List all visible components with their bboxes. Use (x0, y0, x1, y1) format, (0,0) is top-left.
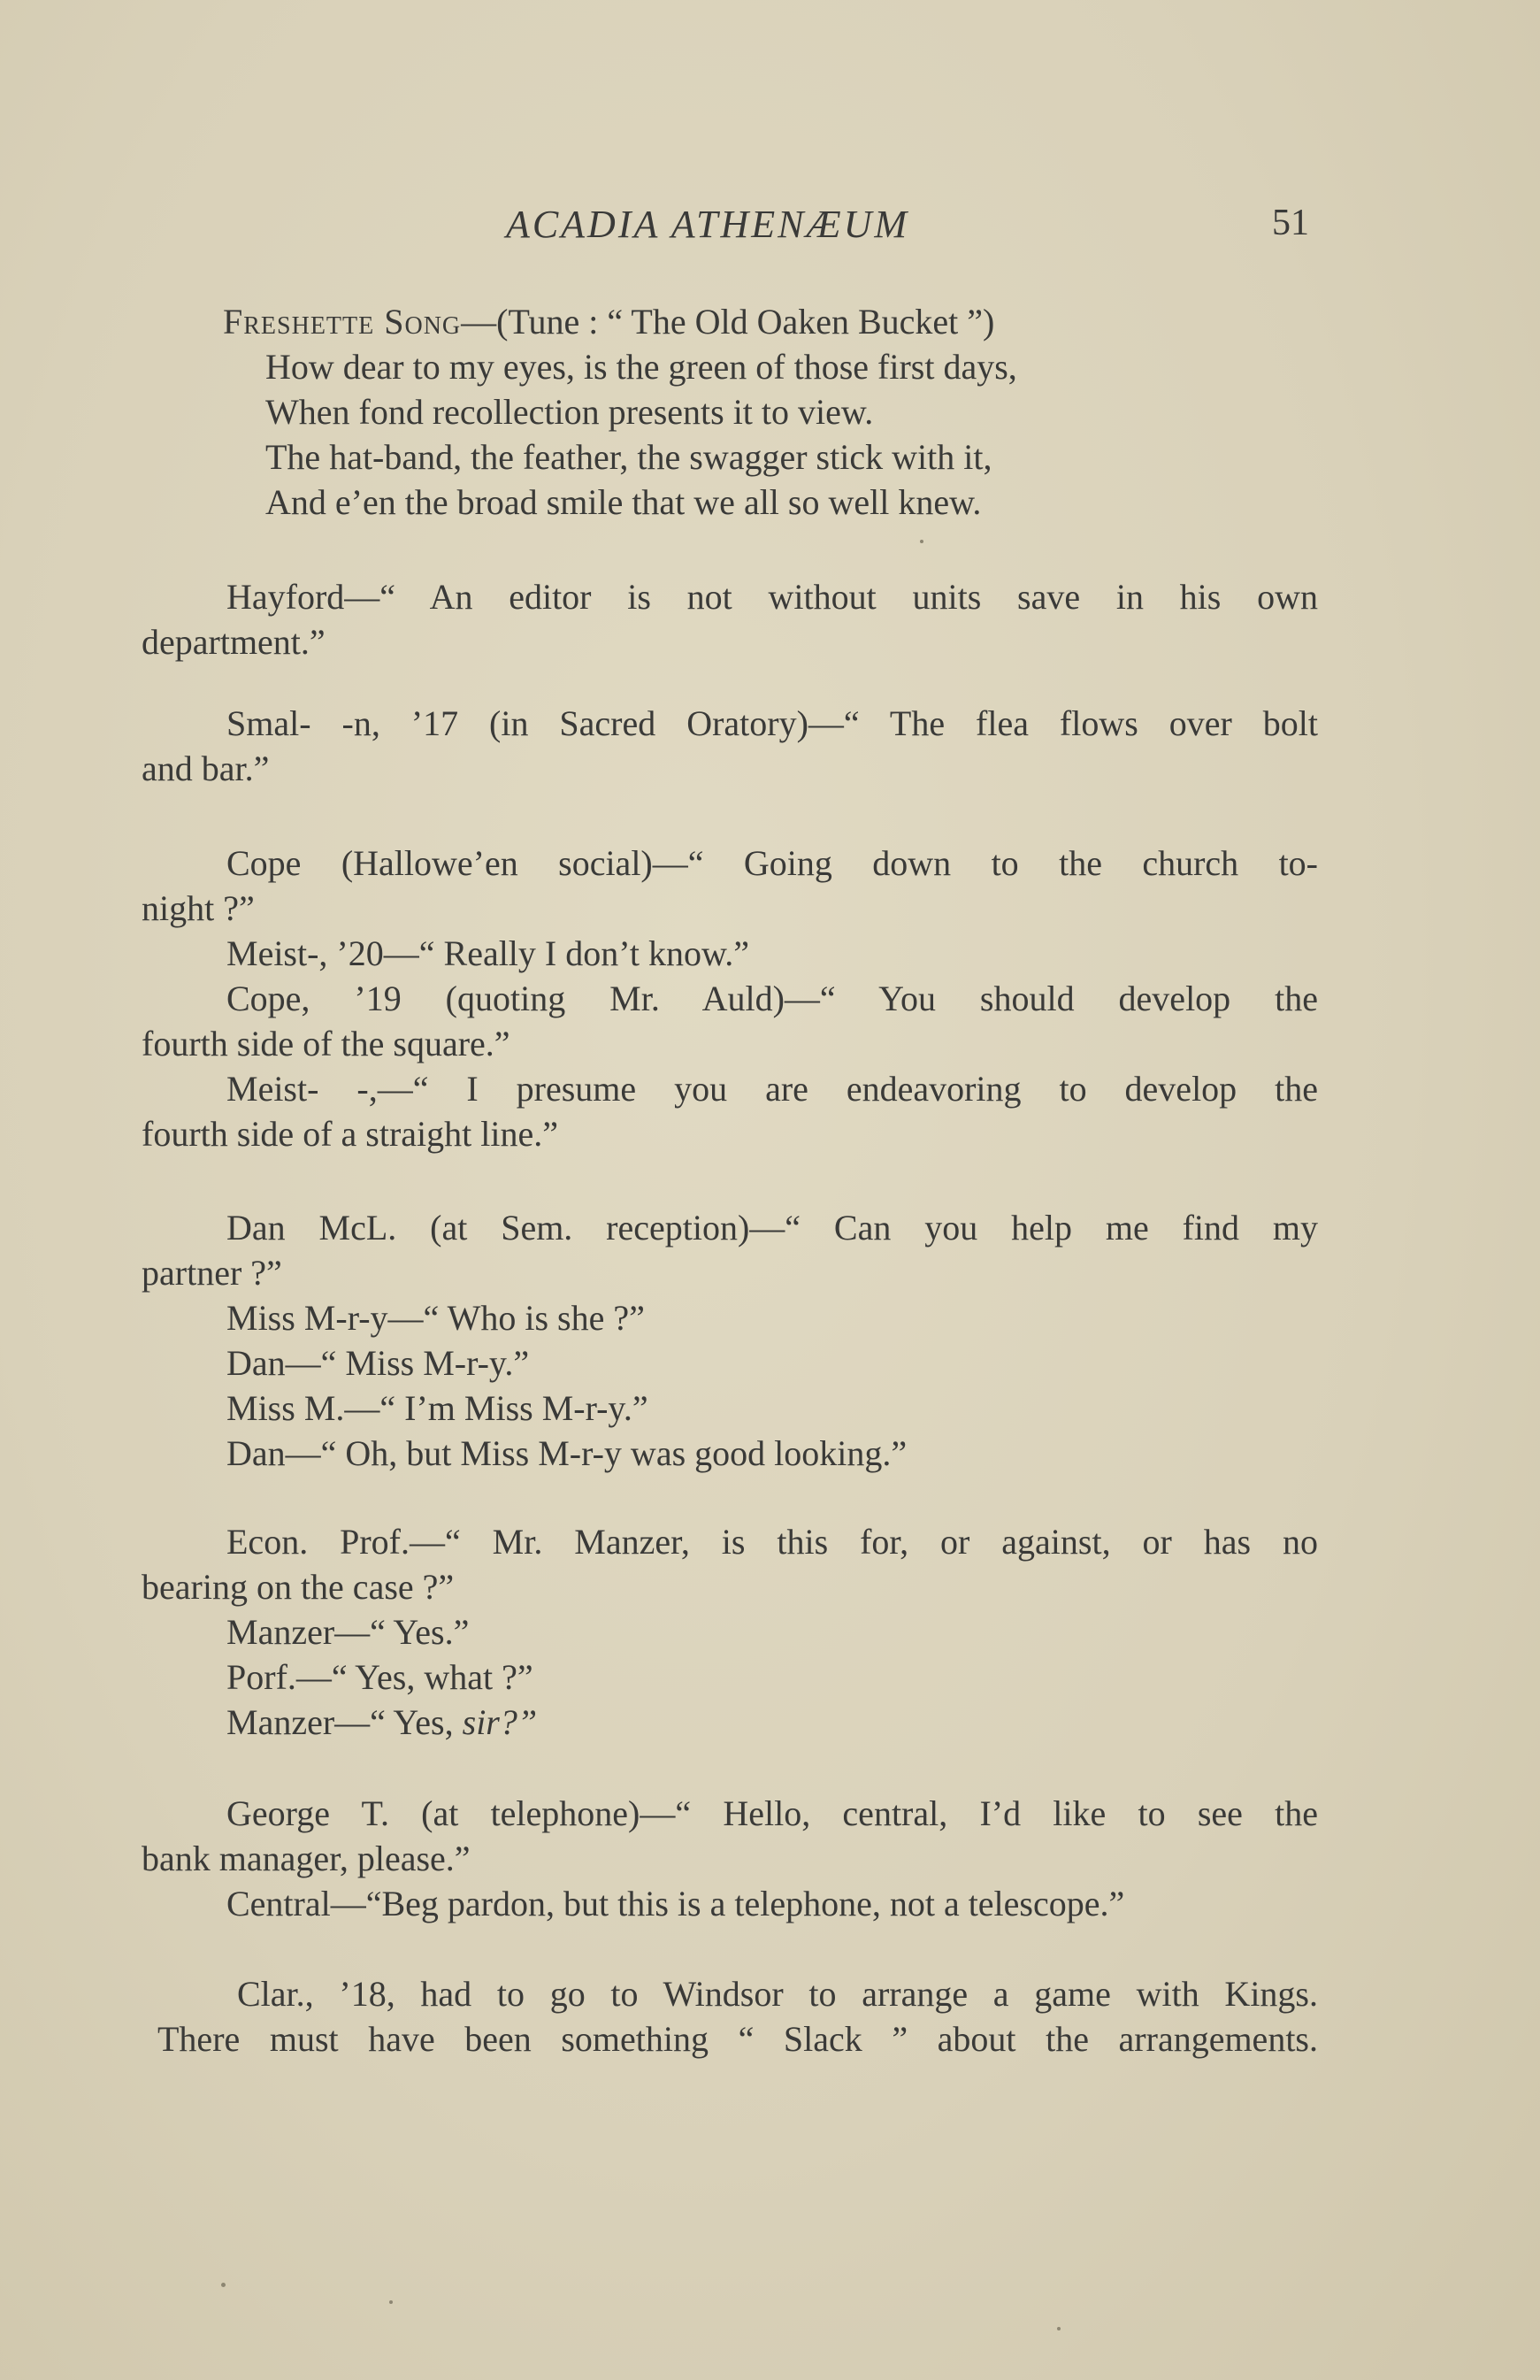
paragraph-cope-meist (142, 841, 1318, 1156)
paper-speck (221, 2283, 226, 2287)
song-title: Freshette Song (223, 302, 462, 342)
text-line: Central—“Beg pardon, but this is a telephone, not a telescope.” (226, 1884, 1125, 1923)
text-line: Cope (Hallowe’en social)—“ Going down to the church to- (226, 843, 1318, 883)
paragraph-clar (142, 1971, 1318, 2061)
text-span: Manzer—“ Yes, (226, 1702, 454, 1742)
text-line: Hayford—“ An editor is not without units save in his own (226, 577, 1318, 617)
text-line: night ?” (142, 888, 255, 928)
text-line: Smal- -n, ’17 (in Sacred Oratory)—“ The flea flows over bolt (226, 703, 1318, 743)
text-line: Cope, ’19 (quoting Mr. Auld)—“ You should develop the (226, 979, 1318, 1018)
text-line: department.” (142, 622, 326, 662)
page-number: 51 (1272, 203, 1309, 243)
song-line: And e’en the broad smile that we all so well knew. (265, 482, 982, 522)
text-line: bank manager, please.” (142, 1839, 471, 1878)
italic-sir: sir?” (453, 1702, 538, 1742)
text-line: Meist-, ’20—“ Really I don’t know.” (226, 933, 749, 973)
text-line: Clar., ’18, had to go to Windsor to arrange a game with Kings. (237, 1974, 1318, 2014)
paragraph-econ-prof (142, 1519, 1318, 1745)
song-line: The hat-band, the feather, the swagger stick with it, (265, 437, 992, 477)
running-header-title: ACADIA ATHENÆUM (505, 203, 910, 246)
paper-speck (920, 540, 923, 543)
paragraph-george-t (142, 1791, 1318, 1926)
song-line: How dear to my eyes, is the green of those first days, (265, 347, 1017, 387)
text-line: Dan—“ Oh, but Miss M-r-y was good looking.” (226, 1433, 908, 1473)
song-line: When fond recollection presents it to view. (265, 392, 874, 432)
song-tune: —(Tune : “ The Old Oaken Bucket ”) (461, 302, 995, 342)
paper-speck (389, 2300, 393, 2304)
text-line: partner ?” (142, 1253, 282, 1293)
text-line: and bar.” (142, 749, 270, 788)
text-line: fourth side of the square.” (142, 1024, 510, 1063)
paragraph-dan-mcl (142, 1205, 1318, 1476)
text-line: Econ. Prof.—“ Mr. Manzer, is this for, or against, or has no (226, 1522, 1318, 1562)
text-line: fourth side of a straight line.” (142, 1114, 558, 1154)
text-line: Dan McL. (at Sem. reception)—“ Can you help me find my (226, 1208, 1318, 1248)
text-line: Porf.—“ Yes, what ?” (226, 1657, 533, 1697)
text-line (142, 1700, 1318, 1745)
text-line: There must have been something “ Slack ” about the arrangements. (157, 2019, 1318, 2059)
song-title-line (142, 299, 1318, 344)
text-line: Miss M.—“ I’m Miss M-r-y.” (226, 1388, 648, 1428)
text-line: Miss M-r-y—“ Who is she ?” (226, 1298, 645, 1338)
text-line: bearing on the case ?” (142, 1567, 455, 1607)
freshette-song (142, 299, 1318, 525)
paragraph-hayford (142, 574, 1318, 664)
paragraph-smalln (142, 701, 1318, 791)
text-line: Dan—“ Miss M-r-y.” (226, 1343, 530, 1383)
text-line: Meist- -,—“ I presume you are endeavoring to develop the (226, 1069, 1318, 1109)
paper-speck (1057, 2327, 1061, 2330)
text-line: Manzer—“ Yes.” (226, 1612, 470, 1652)
text-line: George T. (at telephone)—“ Hello, central, I’d like to see the (226, 1793, 1318, 1833)
